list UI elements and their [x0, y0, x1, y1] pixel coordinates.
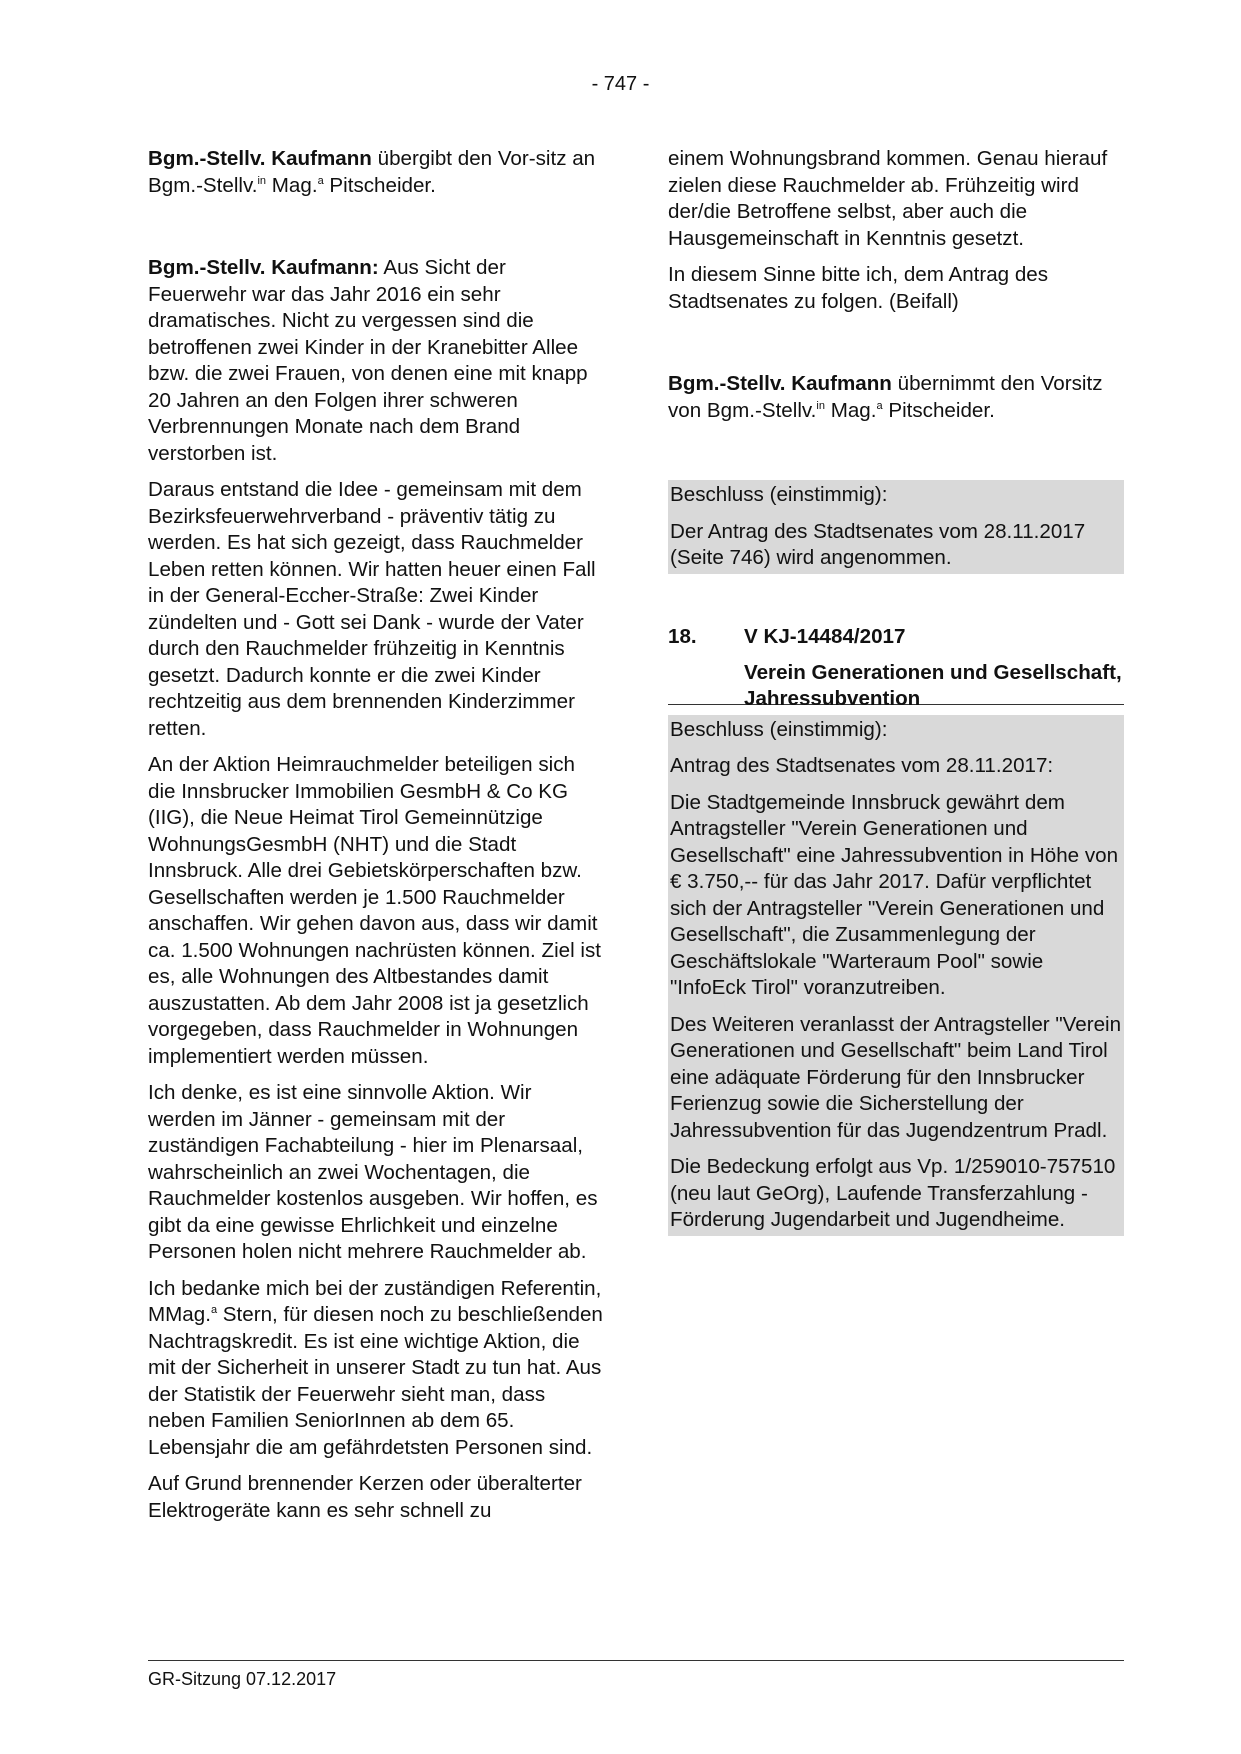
decision-intro: Antrag des Stadtsenates vom 28.11.2017: — [670, 754, 1054, 777]
decision-text: Der Antrag des Stadtsenates vom 28.11.2017 (Seite 746) wird angenommen. — [670, 519, 1086, 569]
speech-paragraph-4: Ich denke, es ist eine sinnvolle Aktion. Wir werden im Jänner - gemeinsam mit der zuständigen Fachabteilung - hier im Plenarsaal, wahrscheinlich an zwei Wochentagen, die Rauchmelder kostenlos ausgeben. Wir hoffen, es gibt da eine gewisse Ehrlichkeit und einzelne Personen holen nicht mehrere Rauchmelder ab. — [148, 1081, 598, 1263]
speaker-name: Bgm.-Stellv. Kaufmann: — [148, 256, 379, 279]
agenda-item-18 — [668, 624, 1124, 710]
footer-session-date: GR-Sitzung 07.12.2017 — [148, 1669, 337, 1689]
footer-divider — [148, 1660, 1124, 1661]
left-column — [148, 146, 604, 1534]
decision-paragraph-2: Des Weiteren veranlasst der Antragsteller "Verein Generationen und Gesellschaft" beim Land Tirol eine adäquate Förderung für den Innsbrucker Ferienzug sowie die Sicherstellung der Jahressubvention für das Jugendzentrum Pradl. — [670, 1012, 1122, 1142]
decision-heading: Beschluss (einstimmig): — [670, 483, 888, 506]
decision-box-1 — [668, 480, 1124, 574]
right-column — [668, 146, 1124, 1236]
agenda-reference: V KJ-14484/2017 — [744, 624, 906, 648]
decision-paragraph-1: Die Stadtgemeinde Innsbruck gewährt dem Antragsteller "Verein Generationen und Gesellschaft" eine Jahressubvention in Höhe von € 3.750,-- für das Jahr 2017. Dafür verpflichtet sich der Antragsteller "Verein Generationen und Gesellschaft", die Zusammenlegung der Geschäftslokale "Warteraum Pool" sowie "InfoEck Tirol" voranzutreiben. — [670, 790, 1119, 999]
speech-paragraph-1: Bgm.-Stellv. Kaufmann: Aus Sicht der Feuerwehr war das Jahr 2016 ein sehr dramatisches. Nicht zu vergessen sind die betroffenen zwei Kinder in der Kranebitter Allee bzw. die zwei Frauen, von denen eine mit knapp 20 Jahren an den Folgen ihrer schweren Verbrennungen Monate nach dem Brand verstorben ist. — [148, 256, 588, 465]
speaker-name: Bgm.-Stellv. Kaufmann — [148, 147, 372, 170]
chair-handover-paragraph: Bgm.-Stellv. Kaufmann übergibt den Vor-sitz an Bgm.-Stellv.$^{in}$ Mag.$^a$ Pitscheider. — [148, 147, 596, 197]
speech-paragraph-5: Ich bedanke mich bei der zuständigen Referentin, MMag.$^a$ Stern, für diesen noch zu beschließenden Nachtragskredit. Es ist eine wichtige Aktion, die mit der Sicherheit in unserer Stadt zu tun hat. Aus der Statistik der Feuerwehr sieht man, dass neben Familien SeniorInnen ab dem 65. Lebensjahr die am gefährdetsten Personen sind. — [148, 1276, 603, 1459]
speech-paragraph-8: In diesem Sinne bitte ich, dem Antrag des Stadtsenates zu folgen. (Beifall) — [668, 263, 1049, 313]
decision-heading: Beschluss (einstimmig): — [670, 717, 888, 741]
speaker-name: Bgm.-Stellv. Kaufmann — [668, 372, 892, 395]
page-number: - 747 - — [591, 73, 650, 95]
speech-paragraph-6: Auf Grund brennender Kerzen oder überalterter Elektrogeräte kann es sehr schnell zu — [148, 1472, 582, 1522]
speech-paragraph-7: einem Wohnungsbrand kommen. Genau hierauf zielen diese Rauchmelder ab. Frühzeitig wird der/die Betroffene selbst, aber auch die Hausgemeinschaft in Kenntnis gesetzt. — [668, 147, 1108, 250]
chair-return-paragraph: Bgm.-Stellv. Kaufmann übernimmt den Vorsitz von Bgm.-Stellv.$^{in}$ Mag.$^a$ Pitscheider. — [668, 372, 1103, 422]
decision-box-2 — [668, 715, 1124, 1236]
decision-paragraph-3: Die Bedeckung erfolgt aus Vp. 1/259010-757510 (neu laut GeOrg), Laufende Transferzahlung - Förderung Jugendarbeit und Jugendheime. — [670, 1155, 1116, 1231]
speech-paragraph-2: Daraus entstand die Idee - gemeinsam mit dem Bezirksfeuerwehrverband - präventiv tätig zu werden. Es hat sich gezeigt, dass Rauchmelder Leben retten können. Wir hatten heuer einen Fall in der General-Eccher-Straße: Zwei Kinder zündelten und - Gott sei Dank - wurde der Vater durch den Rauchmelder frühzeitig in Kenntnis gesetzt. Dadurch konnte er die zwei Kinder rechtzeitig aus dem brennenden Kinderzimmer retten. — [148, 478, 596, 740]
agenda-number: 18. — [668, 624, 697, 648]
agenda-title: Verein Generationen und Gesellschaft, Jahressubvention — [744, 660, 1122, 710]
speech-paragraph-3: An der Aktion Heimrauchmelder beteiligen sich die Innsbrucker Immobilien GesmbH & Co KG (IIG), die Neue Heimat Tirol Gemeinnützige WohnungsGesmbH (NHT) und die Stadt Innsbruck. Alle drei Gebietskörperschaften bzw. Gesellschaften werden je 1.500 Rauchmelder anschaffen. Wir gehen davon aus, dass wir damit ca. 1.500 Wohnungen nachrüsten können. Ziel ist es, alle Wohnungen des Altbestandes damit auszustatten. Ab dem Jahr 2008 ist ja gesetzlich vorgegeben, dass Rauchmelder in Wohnungen implementiert werden müssen. — [148, 753, 601, 1068]
